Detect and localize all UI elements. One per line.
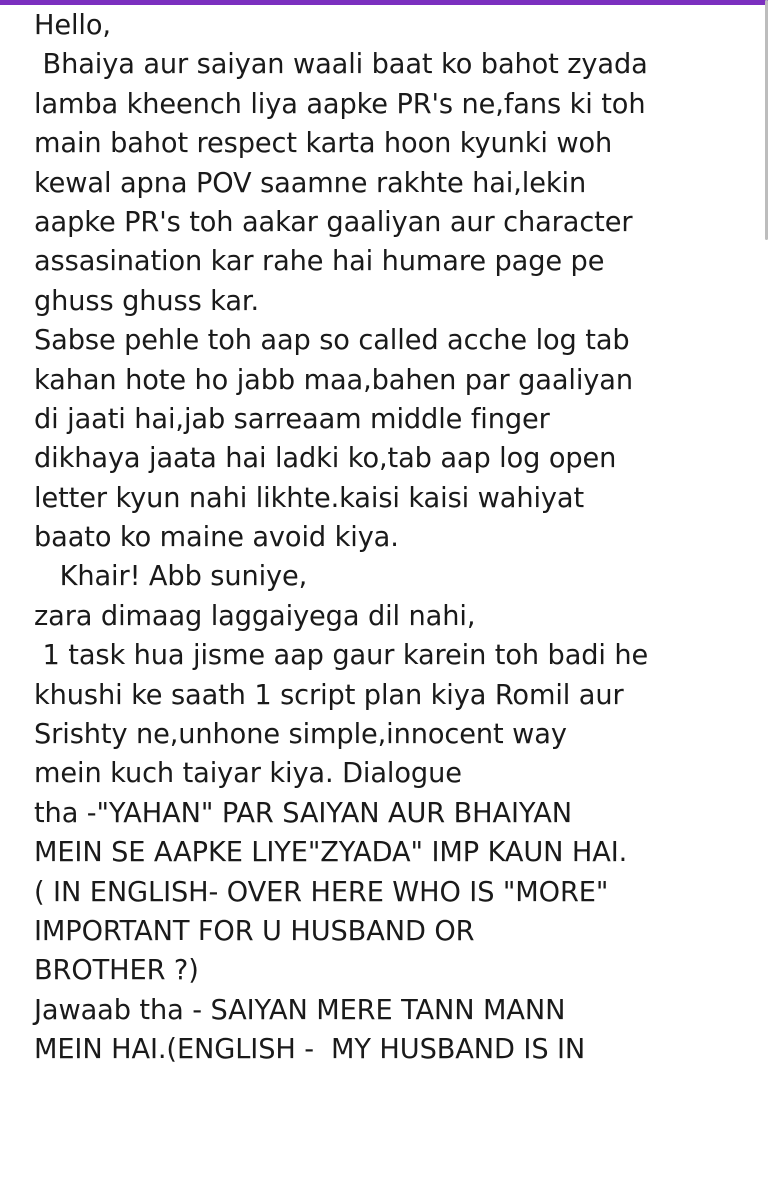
note-line: kahan hote ho jabb maa,bahen par gaaliyan	[34, 364, 633, 396]
note-line: IMPORTANT FOR U HUSBAND OR	[34, 915, 475, 947]
note-line: BROTHER ?)	[34, 955, 199, 987]
note-line: Hello,	[34, 10, 111, 41]
note-line: baato ko maine avoid kiya.	[34, 522, 399, 554]
note-line: ghuss ghuss kar.	[34, 285, 260, 317]
note-line: Srishty ne,unhone simple,innocent way	[34, 719, 567, 751]
note-line: assasination kar rahe hai humare page pe	[34, 246, 605, 278]
note-line: dikhaya jaata hai ladki ko,tab aap log open	[34, 443, 617, 475]
note-line: Khair! Abb suniye,	[34, 561, 308, 593]
note-body	[34, 6, 754, 1070]
note-line: aapke PR's toh aakar gaaliyan aur character	[34, 206, 633, 238]
note-line: zara dimaag laggaiyega dil nahi,	[34, 600, 476, 632]
note-line: di jaati hai,jab sarreaam middle finger	[34, 403, 550, 435]
note-line: lamba kheench liya aapke PR's ne,fans ki toh	[34, 88, 646, 120]
note-line: Jawaab tha - SAIYAN MERE TANN MANN	[34, 994, 566, 1026]
note-line: kewal apna POV saamne rakhte hai,lekin	[34, 167, 587, 199]
top-accent-bar	[0, 0, 768, 5]
note-line: 1 task hua jisme aap gaur karein toh badi he	[34, 640, 649, 672]
note-line: tha -"YAHAN" PAR SAIYAN AUR BHAIYAN	[34, 797, 573, 829]
note-line: Bhaiya aur saiyan waali baat ko bahot zyada	[34, 49, 648, 81]
note-line: main bahot respect karta hoon kyunki woh	[34, 128, 613, 160]
note-line: khushi ke saath 1 script plan kiya Romil aur	[34, 679, 624, 711]
note-line: MEIN HAI.(ENGLISH - MY HUSBAND IS IN	[34, 1034, 586, 1066]
note-line: MEIN SE AAPKE LIYE"ZYADA" IMP KAUN HAI.	[34, 837, 628, 869]
note-line: letter kyun nahi likhte.kaisi kaisi wahiyat	[34, 482, 585, 514]
note-line: mein kuch taiyar kiya. Dialogue	[34, 758, 462, 790]
note-line: ( IN ENGLISH- OVER HERE WHO IS "MORE"	[34, 876, 609, 908]
note-line: Sabse pehle toh aap so called acche log tab	[34, 325, 630, 357]
